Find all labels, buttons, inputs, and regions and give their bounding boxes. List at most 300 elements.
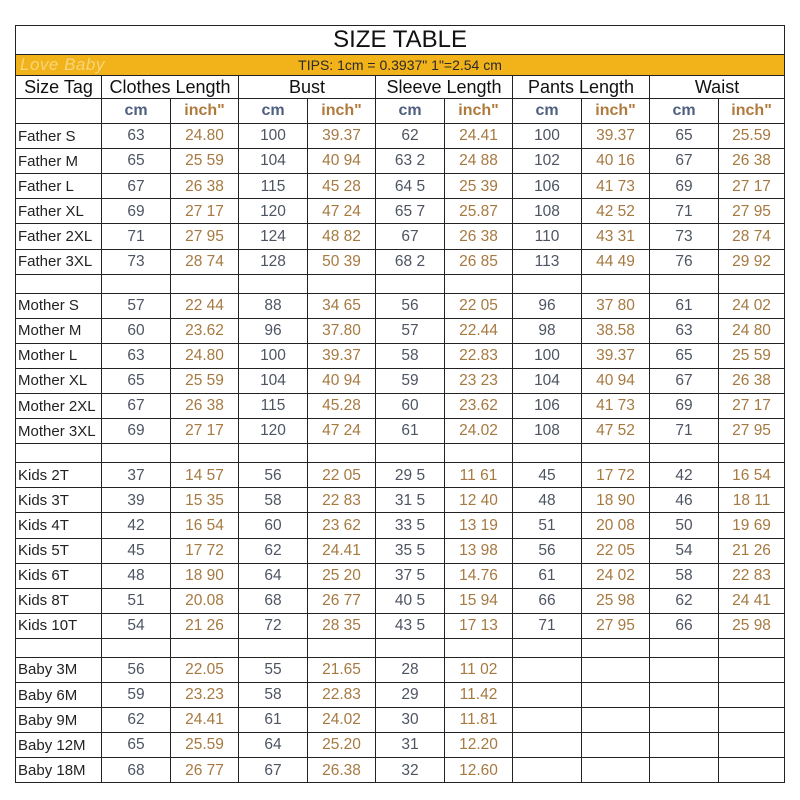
inch-value-cell: 18 90	[171, 563, 239, 588]
inch-value-cell: 42 52	[582, 199, 650, 224]
spacer-cell	[171, 274, 239, 293]
inch-value-cell: 23.62	[445, 394, 513, 419]
cm-value-cell: 88	[239, 293, 308, 318]
inch-value-cell: 20 08	[582, 513, 650, 538]
table-row	[16, 343, 785, 368]
inch-value-cell: 11.42	[445, 682, 513, 707]
inch-value-cell: 23.62	[171, 318, 239, 343]
inch-value-cell: 29 92	[719, 249, 785, 274]
cm-value-cell: 69	[102, 199, 171, 224]
cm-value-cell: 96	[513, 293, 582, 318]
cm-value-cell	[513, 682, 582, 707]
inch-value-cell: 14.76	[445, 563, 513, 588]
unit-inch: inch"	[719, 99, 785, 124]
cm-value-cell: 30	[376, 708, 445, 733]
cm-value-cell: 62	[650, 588, 719, 613]
cm-value-cell: 115	[239, 174, 308, 199]
spacer-cell	[239, 274, 308, 293]
cm-value-cell: 42	[102, 513, 171, 538]
cm-value-cell: 106	[513, 174, 582, 199]
spacer-cell	[719, 638, 785, 657]
cm-value-cell: 45	[513, 463, 582, 488]
inch-value-cell: 26 38	[171, 174, 239, 199]
cm-value-cell: 42	[650, 463, 719, 488]
cm-value-cell: 64	[239, 733, 308, 758]
spacer-cell	[445, 274, 513, 293]
cm-value-cell: 100	[513, 343, 582, 368]
table-row	[16, 613, 785, 638]
table-row	[16, 463, 785, 488]
inch-value-cell	[719, 657, 785, 682]
cm-value-cell: 57	[376, 318, 445, 343]
cm-value-cell	[513, 733, 582, 758]
inch-value-cell: 28 35	[308, 613, 376, 638]
cm-value-cell: 60	[239, 513, 308, 538]
table-row	[16, 708, 785, 733]
inch-value-cell: 20.08	[171, 588, 239, 613]
inch-value-cell: 16 54	[171, 513, 239, 538]
cm-value-cell: 106	[513, 394, 582, 419]
inch-value-cell: 13 98	[445, 538, 513, 563]
cm-value-cell: 61	[376, 419, 445, 444]
cm-value-cell: 104	[239, 149, 308, 174]
inch-value-cell: 26 77	[171, 758, 239, 783]
size-tag-cell: Kids 4T	[16, 513, 102, 538]
size-tag-cell: Kids 3T	[16, 488, 102, 513]
inch-value-cell: 39.37	[308, 343, 376, 368]
cm-value-cell: 100	[239, 343, 308, 368]
cm-value-cell: 108	[513, 199, 582, 224]
inch-value-cell: 26 38	[445, 224, 513, 249]
cm-value-cell: 61	[513, 563, 582, 588]
spacer-cell	[308, 444, 376, 463]
cm-value-cell: 100	[239, 124, 308, 149]
cm-value-cell: 61	[239, 708, 308, 733]
cm-value-cell: 69	[650, 394, 719, 419]
cm-value-cell: 60	[102, 318, 171, 343]
spacer-cell	[308, 638, 376, 657]
inch-value-cell: 17 13	[445, 613, 513, 638]
cm-value-cell: 56	[513, 538, 582, 563]
unit-cm: cm	[239, 99, 308, 124]
cm-value-cell: 55	[239, 657, 308, 682]
inch-value-cell: 27 95	[719, 419, 785, 444]
cm-value-cell: 71	[650, 419, 719, 444]
inch-value-cell: 11.81	[445, 708, 513, 733]
inch-value-cell: 50 39	[308, 249, 376, 274]
cm-value-cell: 124	[239, 224, 308, 249]
table-row	[16, 758, 785, 783]
inch-value-cell: 24 88	[445, 149, 513, 174]
inch-value-cell: 28 74	[719, 224, 785, 249]
cm-value-cell: 58	[239, 488, 308, 513]
cm-value-cell: 113	[513, 249, 582, 274]
inch-value-cell: 25.20	[308, 733, 376, 758]
cm-value-cell: 35 5	[376, 538, 445, 563]
size-tag-cell: Mother S	[16, 293, 102, 318]
inch-value-cell: 18 11	[719, 488, 785, 513]
cm-value-cell: 73	[102, 249, 171, 274]
inch-value-cell: 11 61	[445, 463, 513, 488]
spacer-cell	[513, 444, 582, 463]
cm-value-cell: 62	[239, 538, 308, 563]
inch-value-cell: 24.41	[445, 124, 513, 149]
inch-value-cell: 11 02	[445, 657, 513, 682]
cm-value-cell: 96	[239, 318, 308, 343]
inch-value-cell: 24 80	[719, 318, 785, 343]
inch-value-cell: 12.20	[445, 733, 513, 758]
cm-value-cell: 37 5	[376, 563, 445, 588]
cm-value-cell: 58	[650, 563, 719, 588]
size-tag-cell: Mother L	[16, 343, 102, 368]
header-clothes-length: Clothes Length	[102, 76, 239, 99]
table-row	[16, 149, 785, 174]
inch-value-cell: 22.83	[445, 343, 513, 368]
inch-value-cell: 40 94	[582, 368, 650, 393]
inch-value-cell: 12 40	[445, 488, 513, 513]
cm-value-cell: 57	[102, 293, 171, 318]
inch-value-cell	[582, 758, 650, 783]
table-row	[16, 657, 785, 682]
table-row	[16, 733, 785, 758]
inch-value-cell: 24.02	[308, 708, 376, 733]
inch-value-cell: 18 90	[582, 488, 650, 513]
spacer-cell	[376, 638, 445, 657]
cm-value-cell: 63 2	[376, 149, 445, 174]
cm-value-cell: 61	[650, 293, 719, 318]
table-row	[16, 368, 785, 393]
cm-value-cell: 102	[513, 149, 582, 174]
inch-value-cell: 22 05	[308, 463, 376, 488]
cm-value-cell: 46	[650, 488, 719, 513]
size-tag-cell: Father S	[16, 124, 102, 149]
tips-bar	[16, 55, 785, 76]
unit-inch: inch"	[171, 99, 239, 124]
inch-value-cell: 25 98	[582, 588, 650, 613]
inch-value-cell	[719, 708, 785, 733]
inch-value-cell: 22 05	[582, 538, 650, 563]
cm-value-cell: 31 5	[376, 488, 445, 513]
cm-value-cell: 120	[239, 419, 308, 444]
inch-value-cell: 25 98	[719, 613, 785, 638]
cm-value-cell: 67	[650, 149, 719, 174]
size-tag-cell: Kids 5T	[16, 538, 102, 563]
cm-value-cell: 45	[102, 538, 171, 563]
cm-value-cell: 68	[102, 758, 171, 783]
cm-value-cell	[513, 657, 582, 682]
inch-value-cell	[582, 657, 650, 682]
cm-value-cell: 65	[650, 343, 719, 368]
spacer-cell	[308, 274, 376, 293]
cm-value-cell: 69	[650, 174, 719, 199]
unit-row-blank	[16, 99, 102, 124]
inch-value-cell: 37 80	[582, 293, 650, 318]
cm-value-cell	[650, 733, 719, 758]
spacer-cell	[445, 444, 513, 463]
spacer-cell	[376, 274, 445, 293]
spacer-cell	[376, 444, 445, 463]
tips-text: TIPS: 1cm = 0.3937" 1"=2.54 cm	[298, 57, 502, 73]
size-tag-cell: Kids 8T	[16, 588, 102, 613]
cm-value-cell: 67	[102, 174, 171, 199]
inch-value-cell: 40 94	[308, 368, 376, 393]
cm-value-cell: 56	[102, 657, 171, 682]
cm-value-cell: 71	[513, 613, 582, 638]
cm-value-cell: 54	[650, 538, 719, 563]
size-tag-cell: Father XL	[16, 199, 102, 224]
header-bust: Bust	[239, 76, 376, 99]
inch-value-cell: 24 02	[719, 293, 785, 318]
table-row	[16, 419, 785, 444]
inch-value-cell: 23.23	[171, 682, 239, 707]
inch-value-cell: 27 95	[719, 199, 785, 224]
inch-value-cell: 48 82	[308, 224, 376, 249]
inch-value-cell: 25 59	[171, 149, 239, 174]
inch-value-cell: 24.41	[308, 538, 376, 563]
size-tag-cell: Baby 3M	[16, 657, 102, 682]
inch-value-cell: 21 26	[719, 538, 785, 563]
cm-value-cell: 58	[376, 343, 445, 368]
inch-value-cell: 25 20	[308, 563, 376, 588]
cm-value-cell: 59	[102, 682, 171, 707]
inch-value-cell: 26 38	[719, 368, 785, 393]
cm-value-cell: 66	[513, 588, 582, 613]
inch-value-cell: 24.80	[171, 124, 239, 149]
inch-value-cell: 25 39	[445, 174, 513, 199]
spacer-cell	[650, 638, 719, 657]
inch-value-cell: 24.02	[445, 419, 513, 444]
size-tag-cell: Kids 6T	[16, 563, 102, 588]
size-tag-cell: Father 2XL	[16, 224, 102, 249]
table-row	[16, 682, 785, 707]
cm-value-cell: 71	[102, 224, 171, 249]
inch-value-cell: 25 59	[171, 368, 239, 393]
size-tag-cell: Kids 10T	[16, 613, 102, 638]
inch-value-cell: 43 31	[582, 224, 650, 249]
inch-value-cell: 21.65	[308, 657, 376, 682]
inch-value-cell: 38.58	[582, 318, 650, 343]
cm-value-cell: 63	[102, 124, 171, 149]
cm-value-cell: 28	[376, 657, 445, 682]
spacer-cell	[102, 274, 171, 293]
spacer-cell	[16, 638, 102, 657]
unit-cm: cm	[513, 99, 582, 124]
cm-value-cell: 67	[650, 368, 719, 393]
unit-inch: inch"	[308, 99, 376, 124]
inch-value-cell	[582, 682, 650, 707]
inch-value-cell: 47 52	[582, 419, 650, 444]
cm-value-cell: 51	[102, 588, 171, 613]
spacer-cell	[582, 274, 650, 293]
unit-cm: cm	[650, 99, 719, 124]
cm-value-cell: 120	[239, 199, 308, 224]
inch-value-cell: 15 94	[445, 588, 513, 613]
size-tag-cell: Father M	[16, 149, 102, 174]
cm-value-cell: 66	[650, 613, 719, 638]
group-spacer-row	[16, 274, 785, 293]
cm-value-cell: 32	[376, 758, 445, 783]
inch-value-cell: 26 77	[308, 588, 376, 613]
cm-value-cell	[513, 708, 582, 733]
inch-value-cell: 13 19	[445, 513, 513, 538]
unit-inch: inch"	[445, 99, 513, 124]
spacer-cell	[239, 638, 308, 657]
cm-value-cell	[650, 708, 719, 733]
cm-value-cell: 65 7	[376, 199, 445, 224]
cm-value-cell: 63	[650, 318, 719, 343]
spacer-cell	[16, 444, 102, 463]
spacer-cell	[650, 274, 719, 293]
unit-inch: inch"	[582, 99, 650, 124]
spacer-cell	[650, 444, 719, 463]
inch-value-cell: 25.59	[171, 733, 239, 758]
inch-value-cell: 26 38	[719, 149, 785, 174]
cm-value-cell: 115	[239, 394, 308, 419]
cm-value-cell: 62	[376, 124, 445, 149]
inch-value-cell: 45.28	[308, 394, 376, 419]
group-spacer-row	[16, 444, 785, 463]
inch-value-cell: 16 54	[719, 463, 785, 488]
inch-value-cell: 37.80	[308, 318, 376, 343]
cm-value-cell	[650, 758, 719, 783]
cm-value-cell: 33 5	[376, 513, 445, 538]
inch-value-cell	[582, 733, 650, 758]
cm-value-cell: 100	[513, 124, 582, 149]
inch-value-cell: 21 26	[171, 613, 239, 638]
cm-value-cell: 128	[239, 249, 308, 274]
inch-value-cell: 27 17	[719, 394, 785, 419]
inch-value-cell: 17 72	[582, 463, 650, 488]
inch-value-cell	[719, 733, 785, 758]
spacer-cell	[719, 274, 785, 293]
inch-value-cell: 47 24	[308, 419, 376, 444]
inch-value-cell	[719, 758, 785, 783]
size-tag-cell: Baby 18M	[16, 758, 102, 783]
inch-value-cell: 34 65	[308, 293, 376, 318]
cm-value-cell: 108	[513, 419, 582, 444]
inch-value-cell: 22.05	[171, 657, 239, 682]
cm-value-cell: 68 2	[376, 249, 445, 274]
inch-value-cell: 25.59	[719, 124, 785, 149]
cm-value-cell: 65	[102, 733, 171, 758]
spacer-cell	[582, 444, 650, 463]
cm-value-cell: 72	[239, 613, 308, 638]
spacer-cell	[719, 444, 785, 463]
inch-value-cell: 27 95	[582, 613, 650, 638]
inch-value-cell	[582, 708, 650, 733]
cm-value-cell: 43 5	[376, 613, 445, 638]
spacer-cell	[582, 638, 650, 657]
inch-value-cell: 17 72	[171, 538, 239, 563]
spacer-cell	[513, 274, 582, 293]
inch-value-cell: 26 85	[445, 249, 513, 274]
inch-value-cell: 22.83	[308, 682, 376, 707]
size-tag-cell: Mother 2XL	[16, 394, 102, 419]
inch-value-cell: 44 49	[582, 249, 650, 274]
inch-value-cell	[719, 682, 785, 707]
cm-value-cell: 59	[376, 368, 445, 393]
inch-value-cell: 26 38	[171, 394, 239, 419]
cm-value-cell: 65	[650, 124, 719, 149]
cm-value-cell: 104	[239, 368, 308, 393]
inch-value-cell: 22 05	[445, 293, 513, 318]
cm-value-cell: 63	[102, 343, 171, 368]
inch-value-cell: 22 44	[171, 293, 239, 318]
inch-value-cell: 39.37	[308, 124, 376, 149]
cm-value-cell	[650, 657, 719, 682]
cm-value-cell: 37	[102, 463, 171, 488]
cm-value-cell: 71	[650, 199, 719, 224]
cm-value-cell: 48	[513, 488, 582, 513]
spacer-cell	[445, 638, 513, 657]
inch-value-cell: 24.41	[171, 708, 239, 733]
group-spacer-row	[16, 638, 785, 657]
table-row	[16, 513, 785, 538]
cm-value-cell: 56	[239, 463, 308, 488]
spacer-cell	[513, 638, 582, 657]
table-row	[16, 394, 785, 419]
header-sleeve-length: Sleeve Length	[376, 76, 513, 99]
cm-value-cell: 110	[513, 224, 582, 249]
cm-value-cell: 51	[513, 513, 582, 538]
inch-value-cell: 41 73	[582, 394, 650, 419]
cm-value-cell: 54	[102, 613, 171, 638]
cm-value-cell: 48	[102, 563, 171, 588]
cm-value-cell: 65	[102, 149, 171, 174]
table-row	[16, 293, 785, 318]
cm-value-cell: 60	[376, 394, 445, 419]
size-table-frame	[15, 25, 785, 783]
size-tag-cell: Father 3XL	[16, 249, 102, 274]
inch-value-cell: 24 41	[719, 588, 785, 613]
header-pants-length: Pants Length	[513, 76, 650, 99]
inch-value-cell: 27 17	[171, 419, 239, 444]
cm-value-cell: 39	[102, 488, 171, 513]
inch-value-cell: 47 24	[308, 199, 376, 224]
cm-value-cell: 98	[513, 318, 582, 343]
inch-value-cell: 25 59	[719, 343, 785, 368]
inch-value-cell: 39.37	[582, 124, 650, 149]
inch-value-cell: 24.80	[171, 343, 239, 368]
cm-value-cell: 40 5	[376, 588, 445, 613]
size-tag-cell: Mother 3XL	[16, 419, 102, 444]
inch-value-cell: 41 73	[582, 174, 650, 199]
table-row	[16, 174, 785, 199]
inch-value-cell: 45 28	[308, 174, 376, 199]
inch-value-cell: 23 62	[308, 513, 376, 538]
cm-value-cell: 67	[239, 758, 308, 783]
inch-value-cell: 15 35	[171, 488, 239, 513]
table-row	[16, 488, 785, 513]
inch-value-cell: 27 17	[171, 199, 239, 224]
inch-value-cell: 14 57	[171, 463, 239, 488]
spacer-cell	[171, 638, 239, 657]
cm-value-cell: 64 5	[376, 174, 445, 199]
inch-value-cell: 40 16	[582, 149, 650, 174]
inch-value-cell: 23 23	[445, 368, 513, 393]
table-row	[16, 124, 785, 149]
spacer-cell	[239, 444, 308, 463]
brand-logo-watermark: Love Baby	[20, 55, 105, 74]
cm-value-cell: 67	[102, 394, 171, 419]
spacer-cell	[102, 638, 171, 657]
size-tag-cell: Baby 9M	[16, 708, 102, 733]
table-row	[16, 224, 785, 249]
cm-value-cell: 104	[513, 368, 582, 393]
cm-value-cell: 69	[102, 419, 171, 444]
spacer-cell	[171, 444, 239, 463]
inch-value-cell: 19 69	[719, 513, 785, 538]
